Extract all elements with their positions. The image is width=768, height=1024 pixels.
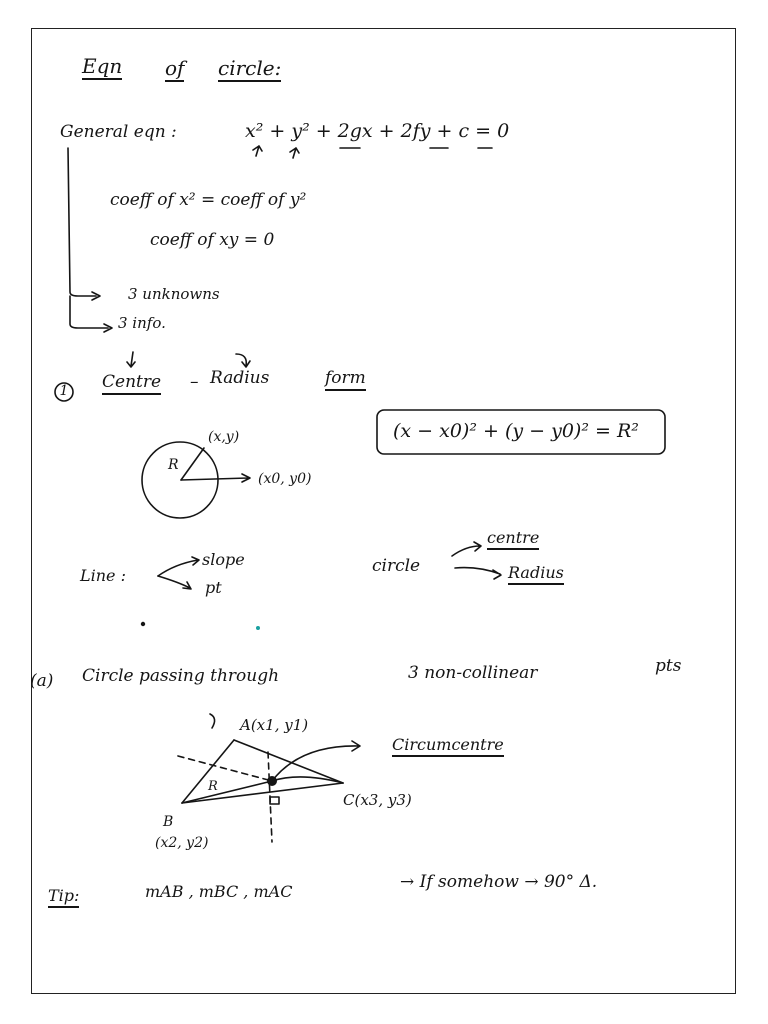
triangle-radius-label: R — [208, 779, 218, 794]
title-word-circle: circle: — [218, 56, 282, 80]
triangle-point-b: B — [163, 814, 174, 830]
circle-label: circle — [372, 556, 421, 576]
form-name-form: form — [325, 370, 366, 391]
form-name-radius: Radius — [210, 368, 270, 388]
circumcentre-label: Circumcentre — [392, 737, 504, 757]
condition-coeff-squares: coeff of x² = coeff of y² — [110, 190, 307, 210]
case-a-text-pts: pts — [655, 656, 682, 676]
general-equation: x² + y² + 2gx + 2fy + c = 0 — [245, 120, 510, 142]
standard-form-equation: (x − x0)² + (y − y0)² = R² — [393, 420, 639, 442]
circle-centre: centre — [487, 530, 539, 550]
triangle-point-b-coord: (x2, y2) — [155, 835, 209, 851]
title-word-of: of — [165, 56, 185, 80]
line-slope: slope — [202, 550, 245, 569]
form-name-centre: Centre — [102, 374, 161, 395]
circle-point-label: (x,y) — [208, 429, 240, 445]
tip-slopes: mAB , mBC , mAC — [145, 882, 293, 901]
circle-centre-label: (x0, y0) — [258, 471, 312, 487]
line-point: pt — [205, 578, 222, 597]
triangle-point-c: C(x3, y3) — [343, 791, 412, 809]
tip-note: → If somehow → 90° Δ. — [400, 872, 598, 892]
condition-coeff-xy: coeff of xy = 0 — [150, 230, 275, 250]
unknowns-note: 3 unknowns — [128, 285, 220, 303]
notebook-page — [31, 28, 736, 994]
line-label: Line : — [80, 566, 126, 585]
case-a-label: (a) — [30, 671, 54, 691]
triangle-point-a: A(x1, y1) — [240, 716, 309, 734]
case-a-text-circle-passing: Circle passing through — [82, 666, 280, 686]
general-eqn-label: General eqn : — [60, 122, 177, 142]
form-dash: – — [190, 372, 199, 392]
circle-radius: Radius — [508, 565, 564, 585]
info-note: 3 info. — [118, 314, 166, 332]
tip-label: Tip: — [48, 888, 79, 908]
circle-radius-label: R — [168, 457, 179, 473]
title-word-eqn: Eqn — [82, 54, 123, 78]
form-number: 1 — [59, 383, 69, 399]
case-a-text-non-collinear: 3 non-collinear — [408, 663, 538, 683]
